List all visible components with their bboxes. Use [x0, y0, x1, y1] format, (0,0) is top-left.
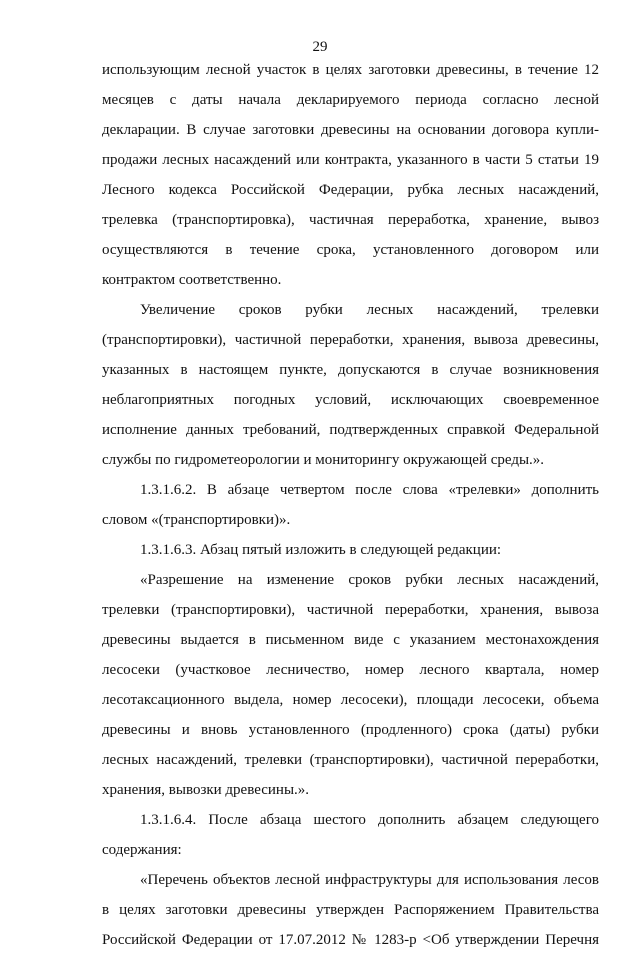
text-line: лесотаксационного выдела, номер лесосеки), площади лесосеки, объема	[102, 692, 599, 708]
paragraph-infrastructure-list	[102, 865, 599, 955]
text-line: лесных насаждений, трелевки (транспортировки), частичной переработки,	[102, 752, 599, 768]
text-line: 1.3.1.6.2. В абзаце четвертом после слова «трелевки» дополнить	[140, 482, 599, 498]
paragraph-clause-1-3-1-6-2	[102, 475, 599, 535]
text-line: исполнение данных требований, подтвержденных справкой Федеральной	[102, 422, 599, 438]
text-line: службы по гидрометеорологии и мониторингу окружающей среды.».	[102, 452, 545, 468]
text-line: 1.3.1.6.4. После абзаца шестого дополнить абзацем следующего	[140, 812, 599, 828]
page-number: 29	[312, 39, 328, 55]
text-line: лесосеки (участковое лесничество, номер лесного квартала, номер	[102, 662, 599, 678]
text-line: Лесного кодекса Российской Федерации, рубка лесных насаждений,	[102, 182, 599, 198]
text-line: месяцев с даты начала декларируемого периода согласно лесной	[102, 92, 599, 108]
text-line: хранения, вывозки древесины.».	[102, 782, 310, 798]
text-line: 1.3.1.6.3. Абзац пятый изложить в следующей редакции:	[140, 542, 502, 558]
text-line: Российской Федерации от 17.07.2012 № 1283-р <Об утверждении Перечня	[102, 932, 599, 948]
text-line: трелевки (транспортировки), частичной переработки, хранения, вывоза	[102, 602, 599, 618]
body-text	[102, 55, 599, 955]
text-line: неблагоприятных погодных условий, исключающих своевременное	[102, 392, 599, 408]
paragraph-clause-1-3-1-6-4	[102, 805, 599, 865]
text-line: Увеличение сроков рубки лесных насаждений, трелевки	[140, 302, 599, 318]
paragraph-extension-conditions	[102, 295, 599, 475]
paragraph-permission-text	[102, 565, 599, 805]
text-line: содержания:	[102, 842, 182, 858]
text-line: «Разрешение на изменение сроков рубки лесных насаждений,	[140, 572, 599, 588]
text-line: использующим лесной участок в целях заготовки древесины, в течение 12	[102, 62, 599, 78]
text-line: контрактом соответственно.	[102, 272, 282, 288]
paragraph-clause-1-3-1-6-3	[102, 535, 599, 565]
text-line: указанных в настоящем пункте, допускаются в случае возникновения	[102, 362, 599, 378]
text-line: декларации. В случае заготовки древесины на основании договора купли-	[102, 122, 599, 138]
text-line: словом «(транспортировки)».	[102, 512, 291, 528]
text-line: осуществляются в течение срока, установленного договором или	[102, 242, 599, 258]
paragraph-contract-terms	[102, 55, 599, 295]
text-line: (транспортировки), частичной переработки, хранения, вывоза древесины,	[102, 332, 599, 348]
text-line: древесины выдается в письменном виде с указанием местонахождения	[102, 632, 599, 648]
text-line: продажи лесных насаждений или контракта, указанного в части 5 статьи 19	[102, 152, 599, 168]
text-line: в целях заготовки древесины утвержден Распоряжением Правительства	[102, 902, 599, 918]
text-line: трелевка (транспортировка), частичная переработка, хранение, вывоз	[102, 212, 599, 228]
text-line: «Перечень объектов лесной инфраструктуры для использования лесов	[140, 872, 599, 888]
text-line: древесины и вновь установленного (продленного) срока (даты) рубки	[102, 722, 599, 738]
